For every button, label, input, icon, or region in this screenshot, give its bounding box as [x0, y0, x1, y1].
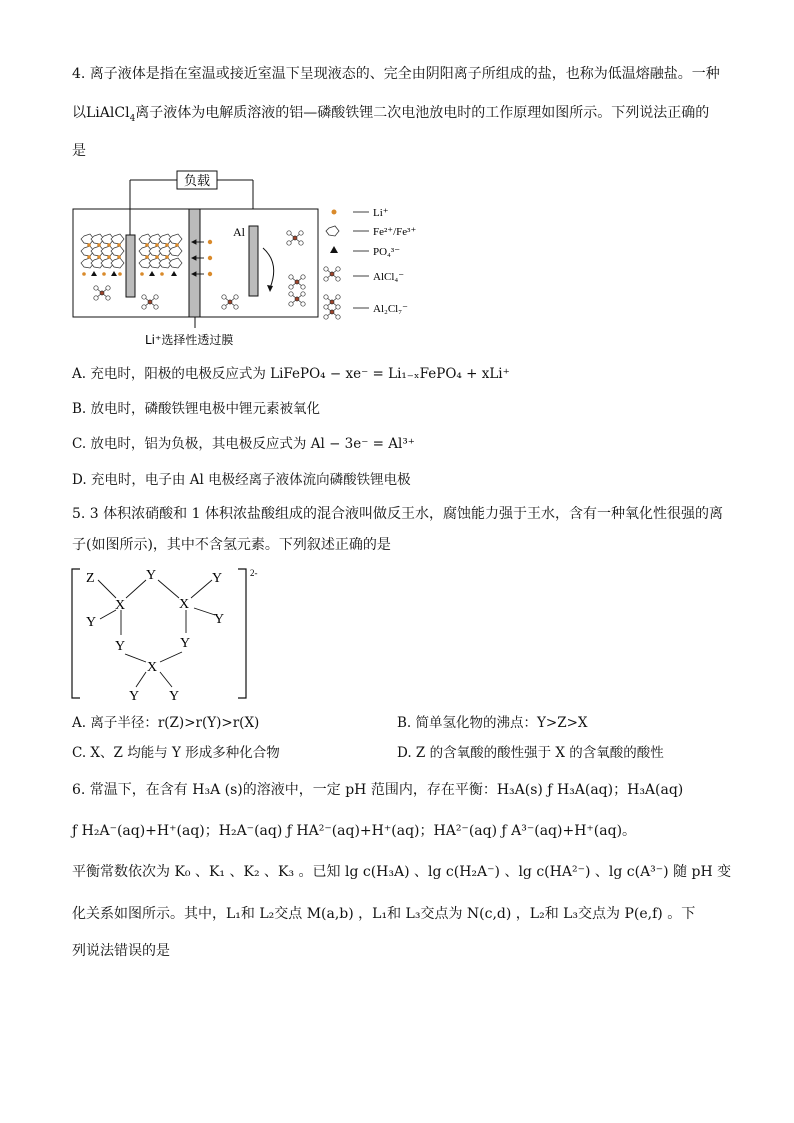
atom-y1: Y	[146, 568, 157, 583]
q6-line2: ƒ H₂A⁻(aq)+H⁺(aq)；H₂A⁻(aq) ƒ HA²⁻(aq)+H⁺(aq)；HA²⁻(aq) ƒ A³⁻(aq)+H⁺(aq)。	[72, 823, 637, 839]
atom-y7: Y	[129, 689, 140, 704]
atom-x1: X	[115, 598, 126, 613]
q5-option-c: C. X、Z 均能与 Y 形成多种化合物	[72, 745, 280, 761]
q5-option-b: B. 简单氢化物的沸点：Y>Z>X	[397, 715, 588, 731]
crystal-middle	[139, 234, 182, 268]
q5-option-a: A. 离子半径：r(Z)>r(Y)>r(X)	[72, 715, 260, 731]
legend-po4-symbol	[330, 246, 338, 253]
legend-label-po4: PO₄³⁻	[373, 246, 401, 258]
battery-figure	[70, 168, 440, 350]
q4-option-b: B. 放电时，磷酸铁锂电极中锂元素被氧化	[72, 401, 321, 417]
atom-x3: X	[147, 660, 158, 675]
ion-structure-figure	[68, 565, 268, 705]
legend-alcl4-symbol	[324, 267, 340, 281]
q4-line3: 是	[72, 143, 86, 159]
load-label: 负载	[183, 174, 211, 189]
legend-al2cl7-symbol	[324, 295, 340, 319]
q6-line3: 平衡常数依次为 K₀ 、K₁ 、K₂ 、K₃ 。已知 lg c(H₃A) 、lg c(H₂A⁻) 、lg c(HA²⁻) 、lg c(A³⁻) 随 pH 变	[72, 864, 732, 880]
legend-fe-symbol	[326, 226, 339, 236]
membrane	[189, 209, 200, 317]
crystal-left	[81, 234, 124, 268]
q6-line1: 6. 常温下，在含有 H₃A (s)的溶液中，一定 pH 范围内，存在平衡：H₃A(s) ƒ H₃A(aq)；H₃A(aq)	[72, 782, 684, 798]
lifepo4-electrode	[126, 235, 135, 297]
atom-y3: Y	[86, 615, 97, 630]
atom-x2: X	[179, 597, 190, 612]
legend	[324, 207, 417, 319]
al-electrode	[249, 226, 258, 296]
q5-line2: 子(如图所示)，其中不含氢元素。下列叙述正确的是	[72, 537, 391, 553]
legend-label-alcl4: AlCl₄⁻	[373, 271, 405, 283]
q5-line1: 5. 3 体积浓硝酸和 1 体积浓盐酸组成的混合液叫做反王水，腐蚀能力强于王水，含有一种氧化性很强的离	[72, 506, 723, 522]
atom-y6: Y	[180, 636, 191, 651]
atom-y8: Y	[169, 689, 180, 704]
legend-li-symbol	[332, 210, 337, 215]
atom-z: Z	[86, 571, 95, 586]
al-label: Al	[233, 225, 245, 239]
atom-y5: Y	[115, 639, 126, 654]
legend-label-fe: Fe²⁺/Fe³⁺	[373, 226, 417, 238]
membrane-label: Li⁺选择性透过膜	[145, 333, 234, 347]
atom-y4: Y	[214, 612, 225, 627]
q4-option-d: D. 充电时，电子由 Al 电极经离子液体流向磷酸铁锂电极	[72, 472, 411, 488]
legend-label-al2cl7: Al₂Cl₇⁻	[373, 303, 408, 315]
q4-line2: 以LiAlCl$_4$离子液体为电解质溶液的铝—磷酸铁锂二次电池放电时的工作原理如图所示。下列说法正确的	[72, 105, 710, 124]
q4-option-a: A. 充电时，阳极的电极反应式为 LiFePO₄ − xe⁻ = Li₁₋ₓFePO₄ + xLi⁺	[72, 366, 510, 382]
q6-line5: 列说法错误的是	[72, 943, 170, 959]
ion-charge: 2-	[250, 568, 258, 578]
legend-label-li: Li⁺	[373, 207, 389, 219]
q4-option-c: C. 放电时，铝为负极，其电极反应式为 Al − 3e⁻ = Al³⁺	[72, 436, 415, 452]
q5-option-d: D. Z 的含氧酸的酸性强于 X 的含氧酸的酸性	[397, 745, 664, 761]
q4-line1: 4. 离子液体是指在室温或接近室温下呈现液态的、完全由阴阳离子所组成的盐，也称为低温熔融盐。一种	[72, 66, 720, 82]
atom-y2: Y	[212, 571, 223, 586]
q6-line4: 化关系如图所示。其中，L₁和 L₂交点 M(a,b) ，L₁和 L₃交点为 N(c,d) ，L₂和 L₃交点为 P(e,f) 。下	[72, 906, 696, 922]
